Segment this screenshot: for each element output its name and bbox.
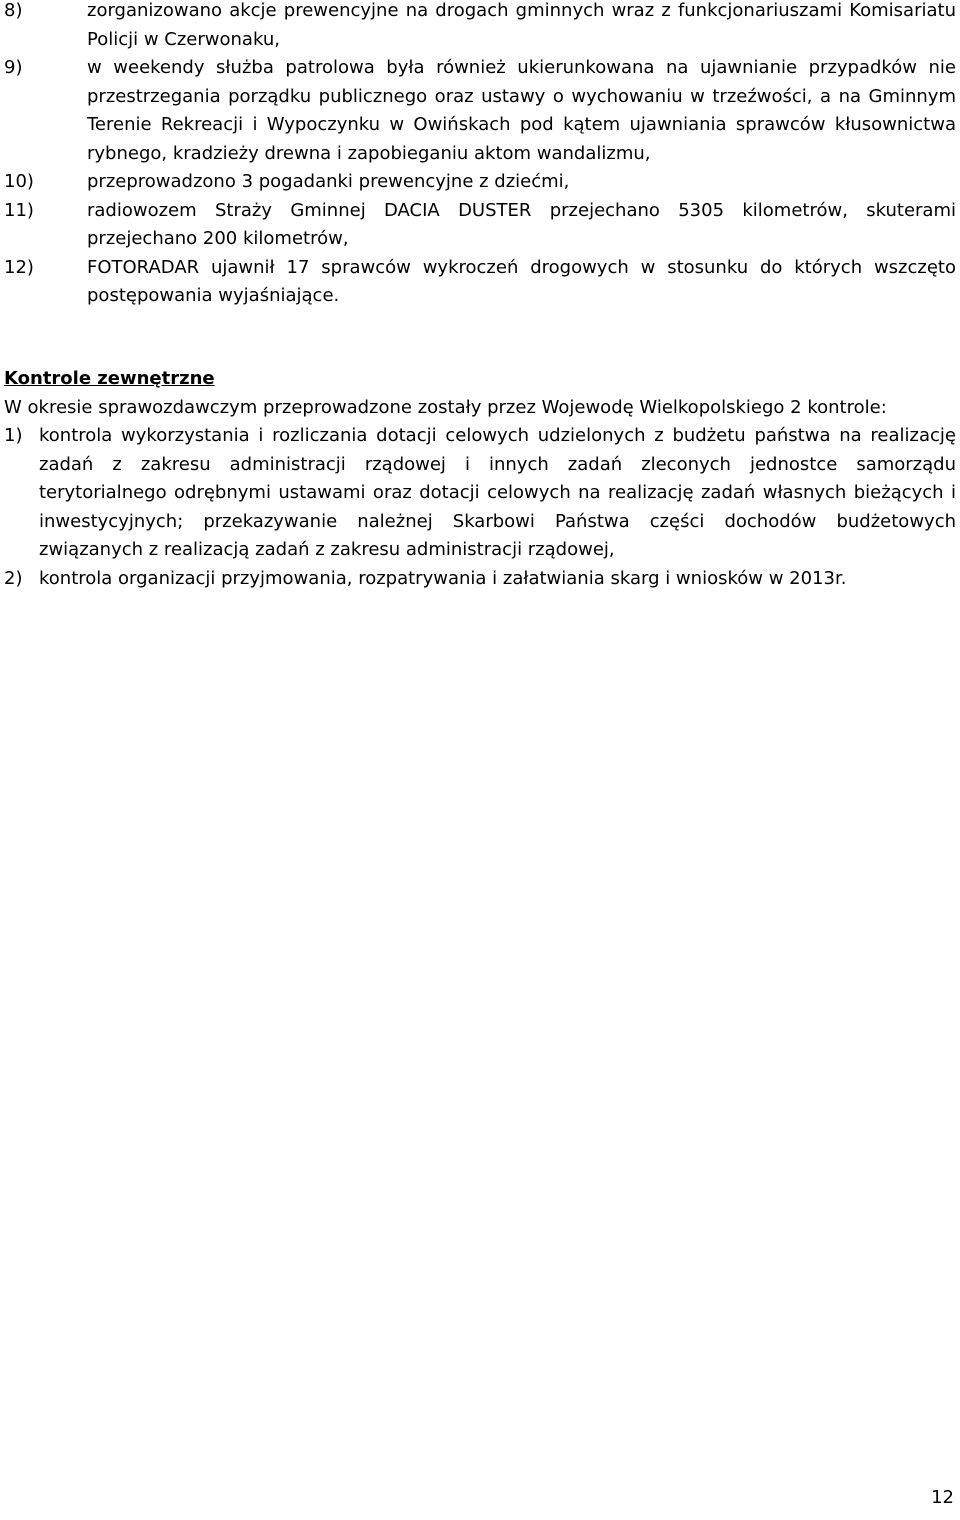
- list-item: [0, 565, 960, 594]
- external-controls-section: [0, 365, 960, 593]
- list-item: [0, 54, 960, 168]
- list-item-number: 9): [4, 57, 23, 78]
- list-item: [0, 197, 960, 254]
- list-item-text: zorganizowano akcje prewencyjne na drogach gminnych wraz z funkcjonariuszami Komisariatu Policji w Czerwonaku,: [87, 0, 956, 50]
- page-number: 12: [931, 1487, 954, 1508]
- list-item-number: 1): [4, 425, 23, 446]
- list-item-number: 2): [4, 567, 23, 589]
- list-item: [0, 422, 960, 565]
- list-item: [0, 0, 960, 54]
- list-item: [0, 168, 960, 197]
- section-intro: W okresie sprawozdawczym przeprowadzone zostały przez Wojewodę Wielkopolskiego 2 kontrole:: [4, 396, 887, 418]
- list-item-number: 10): [4, 171, 34, 192]
- list-item-text: FOTORADAR ujawnił 17 sprawców wykroczeń drogowych w stosunku do których wszczęto postępowania wyjaśniające.: [87, 256, 956, 306]
- list-item-text: przeprowadzono 3 pogadanki prewencyjne z dziećmi,: [87, 171, 570, 192]
- list-item-text: w weekendy służba patrolowa była również ukierunkowana na ujawnianie przypadków nie przestrzegania porządku publicznego oraz ustawy o wychowaniu w trzeźwości, a na Gminnym Terenie Rekreacji i Wypoczynku w Owińskach pod kątem ujawniania sprawców kłusownictwa rybnego, kradzieży drewna i zapobieganiu aktom wandalizmu,: [87, 57, 956, 164]
- list-item-number: 12): [4, 256, 34, 278]
- controls-list: [0, 422, 960, 593]
- list-item-text: kontrola organizacji przyjmowania, rozpatrywania i załatwiania skarg i wniosków w 2013r.: [39, 567, 847, 589]
- section-heading: Kontrole zewnętrzne: [4, 368, 215, 389]
- list-item-number: 11): [4, 199, 34, 221]
- list-item-text: kontrola wykorzystania i rozliczania dotacji celowych udzielonych z budżetu państwa na realizację zadań z zakresu administracji rządowej i innych zadań zleconych jednostce samorządu terytorialnego odrębnymi ustawami oraz dotacji celowych na realizację zadań własnych bieżących i inwestycyjnych; przekazywanie należnej Skarbowi Państwa części dochodów budżetowych związanych z realizacją zadań z zakresu administracji rządowej,: [39, 425, 956, 560]
- list-item: [0, 254, 960, 311]
- list-item-number: 8): [4, 0, 23, 21]
- activities-list: [0, 0, 960, 311]
- list-item-text: radiowozem Straży Gminnej DACIA DUSTER przejechano 5305 kilometrów, skuterami przejechano 200 kilometrów,: [87, 199, 956, 249]
